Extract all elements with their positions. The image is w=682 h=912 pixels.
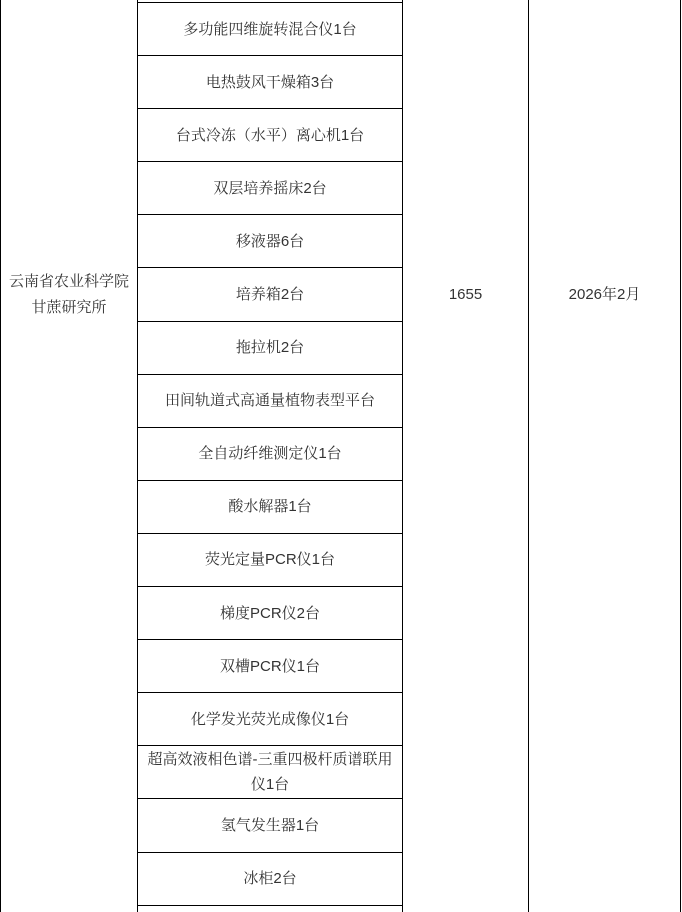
equipment-row [138, 268, 402, 321]
quantity-column [403, 0, 529, 912]
institution-column [0, 0, 138, 912]
quantity-value: 1655 [448, 286, 483, 303]
equipment-row [138, 853, 402, 906]
equipment-label: 冰柜2台 [243, 870, 297, 888]
date-value: 2026年2月 [568, 286, 641, 303]
equipment-label: 酸水解器1台 [228, 498, 312, 516]
equipment-label: 田间轨道式高通量植物表型平台 [164, 392, 375, 410]
equipment-row [138, 56, 402, 109]
equipment-row [138, 109, 402, 162]
equipment-label: 移液器6台 [235, 232, 305, 250]
equipment-row [138, 215, 402, 268]
equipment-row [138, 3, 402, 56]
equipment-row [138, 746, 402, 799]
institution-name: 云南省农业科学院甘蔗研究所 [9, 273, 130, 316]
equipment-row [138, 799, 402, 852]
equipment-row [138, 640, 402, 693]
equipment-label: 超高效液相色谱-三重四极杆质谱联用仪1台 [147, 751, 393, 794]
equipment-row [138, 375, 402, 428]
equipment-label: 双层培养摇床2台 [213, 179, 327, 197]
equipment-row [138, 428, 402, 481]
date-column [529, 0, 681, 912]
equipment-row [138, 481, 402, 534]
equipment-row [138, 534, 402, 587]
equipment-label: 培养箱2台 [235, 286, 305, 304]
equipment-row [138, 162, 402, 215]
partial-row-bottom [138, 906, 402, 912]
equipment-label: 全自动纤维测定仪1台 [198, 445, 342, 463]
equipment-row [138, 693, 402, 746]
equipment-label: 梯度PCR仪2台 [219, 604, 320, 622]
equipment-label: 台式冷冻（水平）离心机1台 [175, 126, 365, 144]
equipment-column [138, 0, 403, 912]
equipment-row [138, 322, 402, 375]
equipment-row [138, 587, 402, 640]
equipment-label: 双槽PCR仪1台 [219, 657, 320, 675]
equipment-label: 电热鼓风干燥箱3台 [205, 73, 335, 91]
equipment-label: 化学发光荧光成像仪1台 [190, 710, 350, 728]
equipment-label: 荧光定量PCR仪1台 [204, 551, 335, 569]
equipment-label: 多功能四维旋转混合仪1台 [183, 20, 357, 38]
equipment-label: 拖拉机2台 [235, 339, 305, 357]
equipment-label: 氢气发生器1台 [220, 816, 320, 834]
